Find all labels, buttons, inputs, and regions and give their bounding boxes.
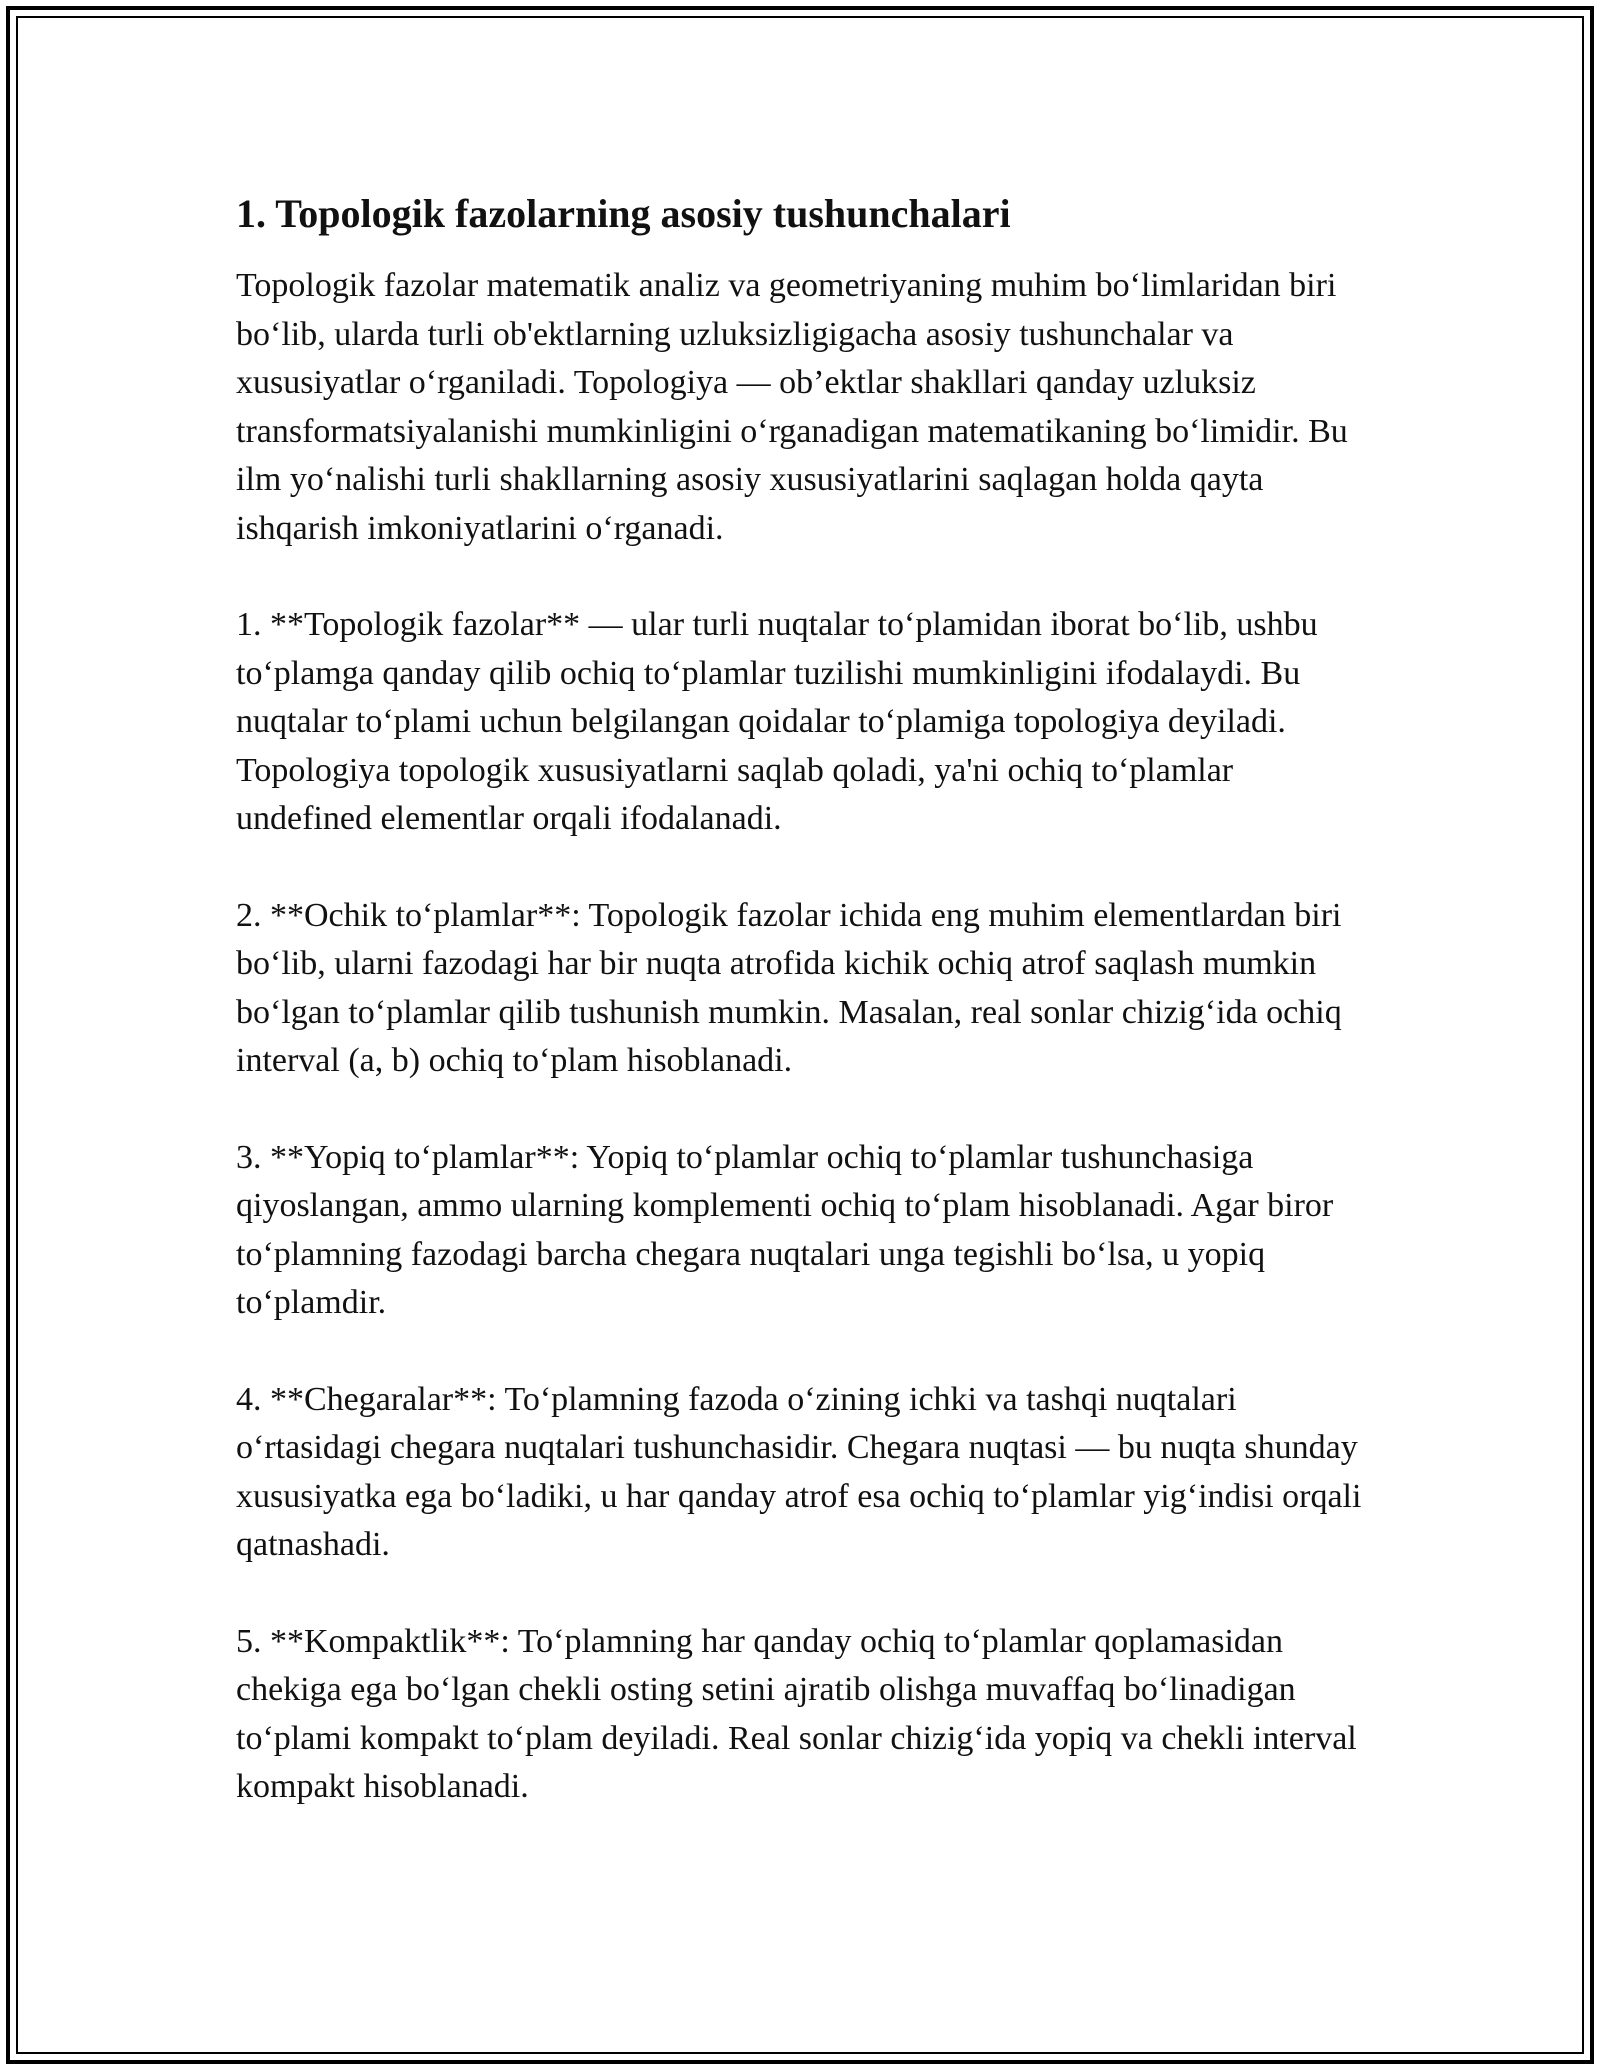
list-item-chegaralar: 4. **Chegaralar**: To‘plamning fazoda o‘zining ichki va tashqi nuqtalari o‘rtasidagi chegara nuqtalari tushunchasidir. Chegara nuqtasi — bu nuqta shunday xususiyatka ega bo‘ladiki, u har qanday atrof esa ochiq to‘plamlar yig‘indisi orqali qatnashadi. bbox=[236, 1380, 1362, 1563]
page-title: 1. Topologik fazolarning asosiy tushunchalari bbox=[236, 191, 1011, 236]
intro-paragraph: Topologik fazolar matematik analiz va geometriyaning muhim bo‘limlaridan biri bo‘lib, ularda turli ob'ektlarning uzluksizligigacha asosiy tushunchalar va xususiyatlar o‘rganiladi. Topologiya — ob’ektlar shakllari qanday uzluksiz transformatsiyalanishi mumkinligini o‘rganadigan matematikaning bo‘limidir. Bu ilm yo‘nalishi turli shakllarning asosiy xususiyatlarini saqlagan holda qayta ishqarish imkoniyatlarini o‘rganadi. bbox=[236, 267, 1348, 547]
list-item-yopiq-toplamlar: 3. **Yopiq to‘plamlar**: Yopiq to‘plamlar ochiq to‘plamlar tushunchasiga qiyoslangan, ammo ularning komplementi ochiq to‘plam hisoblanadi. Agar biror to‘plamning fazodagi barcha chegara nuqtalari unga tegishli bo‘lsa, u yopiq to‘plamdir. bbox=[236, 1138, 1334, 1321]
list-item-kompaktlik: 5. **Kompaktlik**: To‘plamning har qanday ochiq to‘plamlar qoplamasidan chekiga ega bo‘lgan chekli osting setini ajratib olishga muvaffaq bo‘linadigan to‘plami kompakt to‘plam deyiladi. Real sonlar chizig‘ida yopiq va chekli interval kompakt hisoblanadi. bbox=[236, 1622, 1357, 1805]
list-item-topologik-fazolar: 1. **Topologik fazolar** — ular turli nuqtalar to‘plamidan iborat bo‘lib, ushbu to‘plamga qanday qilib ochiq to‘plamlar tuzilishi mumkinligini ifodalaydi. Bu nuqtalar to‘plami uchun belgilangan qoidalar to‘plamiga topologiya deyiladi. Topologiya topologik xususiyatlarni saqlab qoladi, ya'ni ochiq to‘plamlar undefined elementlar orqali ifodalanadi. bbox=[236, 606, 1318, 837]
document-body bbox=[236, 186, 1366, 1860]
list-item-ochik-toplamlar: 2. **Ochik to‘plamlar**: Topologik fazolar ichida eng muhim elementlardan biri bo‘lib, ularni fazodagi har bir nuqta atrofida kichik ochiq atrof saqlash mumkin bo‘lgan to‘plamlar qilib tushunish mumkin. Masalan, real sonlar chizig‘ida ochiq interval (a, b) ochiq to‘plam hisoblanadi. bbox=[236, 896, 1342, 1079]
